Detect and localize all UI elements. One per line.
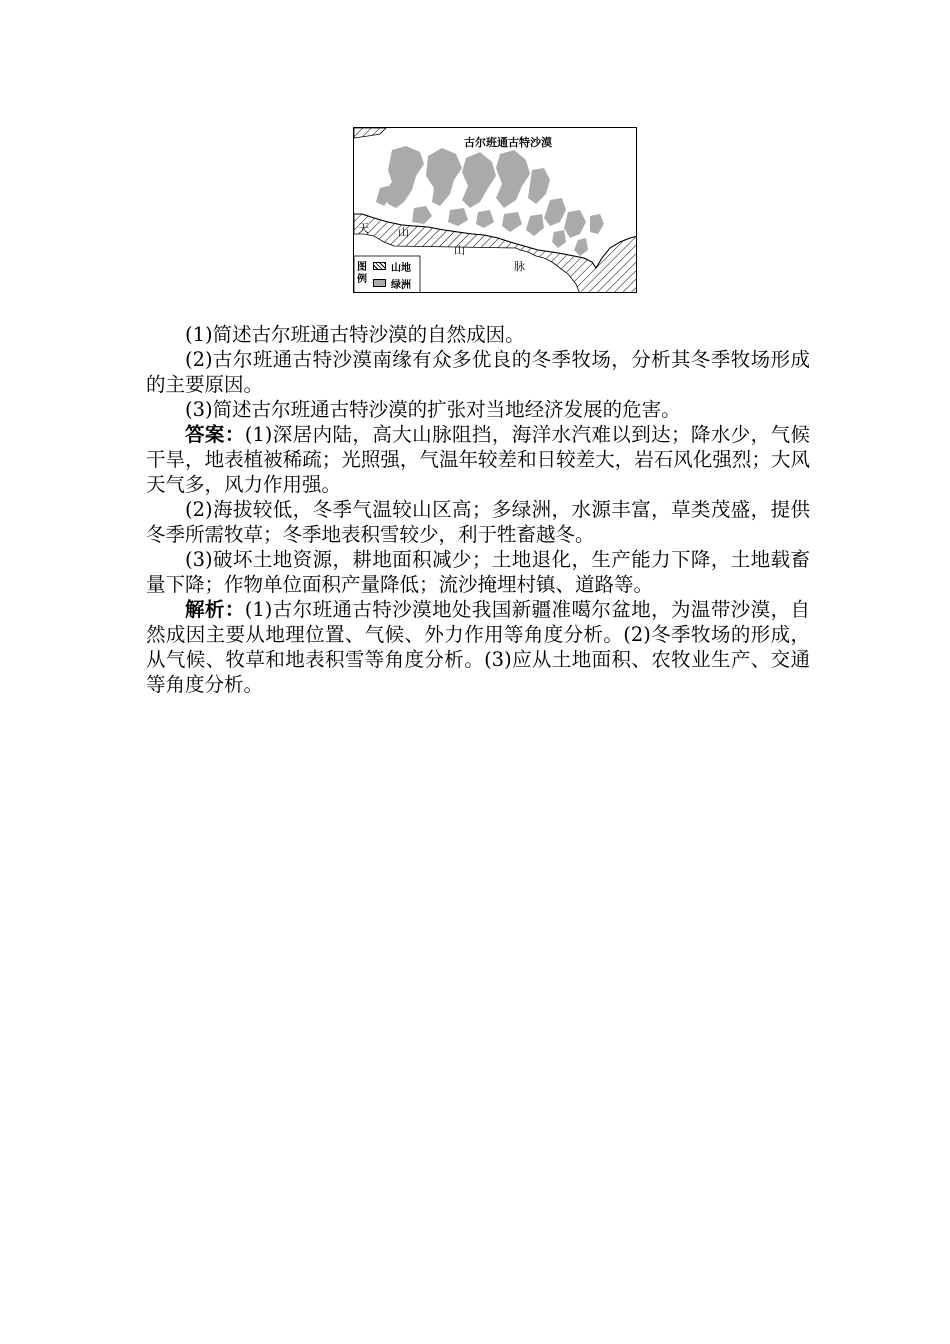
analysis-label: 解析： [185, 598, 245, 621]
oasis-swatch-icon [373, 279, 386, 287]
mountain-label-mai: 脉 [514, 260, 525, 273]
legend-item-mountain [373, 260, 411, 272]
legend-item-oasis [373, 277, 411, 289]
answer-part-1: (1)深居内陆，高大山脉阻挡，海洋水汽难以到达；降水少，气候干旱，地表植被稀疏；光照强，气温年较差和日较差大，岩石风化强烈；大风天气多，风力作用强。 [146, 423, 810, 496]
legend-label-mountain: 山地 [391, 262, 411, 274]
analysis [146, 597, 810, 697]
legend-title: 图例 [357, 262, 367, 285]
desert-map [353, 127, 637, 293]
analysis-text: (1)古尔班通古特沙漠地处我国新疆准噶尔盆地，为温带沙漠，自然成因主要从地理位置、气候、外力作用等角度分析。(2)冬季牧场的形成，从气候、牧草和地表积雪等角度分析。(3)应从土地面积、农牧业生产、交通等角度分析。 [146, 598, 810, 696]
answer-1 [146, 422, 810, 497]
question-1: (1)简述古尔班通古特沙漠的自然成因。 [185, 323, 525, 346]
mountain-label-shan-1: 山 [398, 226, 409, 239]
question-text [146, 322, 810, 697]
map-title: 古尔班通古特沙漠 [464, 136, 552, 149]
mountain-label-shan-2: 山 [454, 244, 465, 257]
answer-3: (3)破坏土地资源，耕地面积减少；土地退化，生产能力下降，土地载畜量下降；作物单位面积产量降低；流沙掩埋村镇、道路等。 [146, 548, 810, 596]
legend-label-oasis: 绿洲 [391, 279, 411, 291]
hatch-swatch-icon [373, 262, 386, 270]
question-2: (2)古尔班通古特沙漠南缘有众多优良的冬季牧场，分析其冬季牧场形成的主要原因。 [146, 348, 810, 396]
mountain-label-tian: 天 [358, 222, 369, 235]
answer-2: (2)海拔较低，冬季气温较山区高；多绿洲，水源丰富，草类茂盛，提供冬季所需牧草；冬季地表积雪较少，利于牲畜越冬。 [146, 498, 810, 546]
question-3: (3)简述古尔班通古特沙漠的扩张对当地经济发展的危害。 [185, 398, 681, 421]
answer-label: 答案： [185, 423, 245, 446]
